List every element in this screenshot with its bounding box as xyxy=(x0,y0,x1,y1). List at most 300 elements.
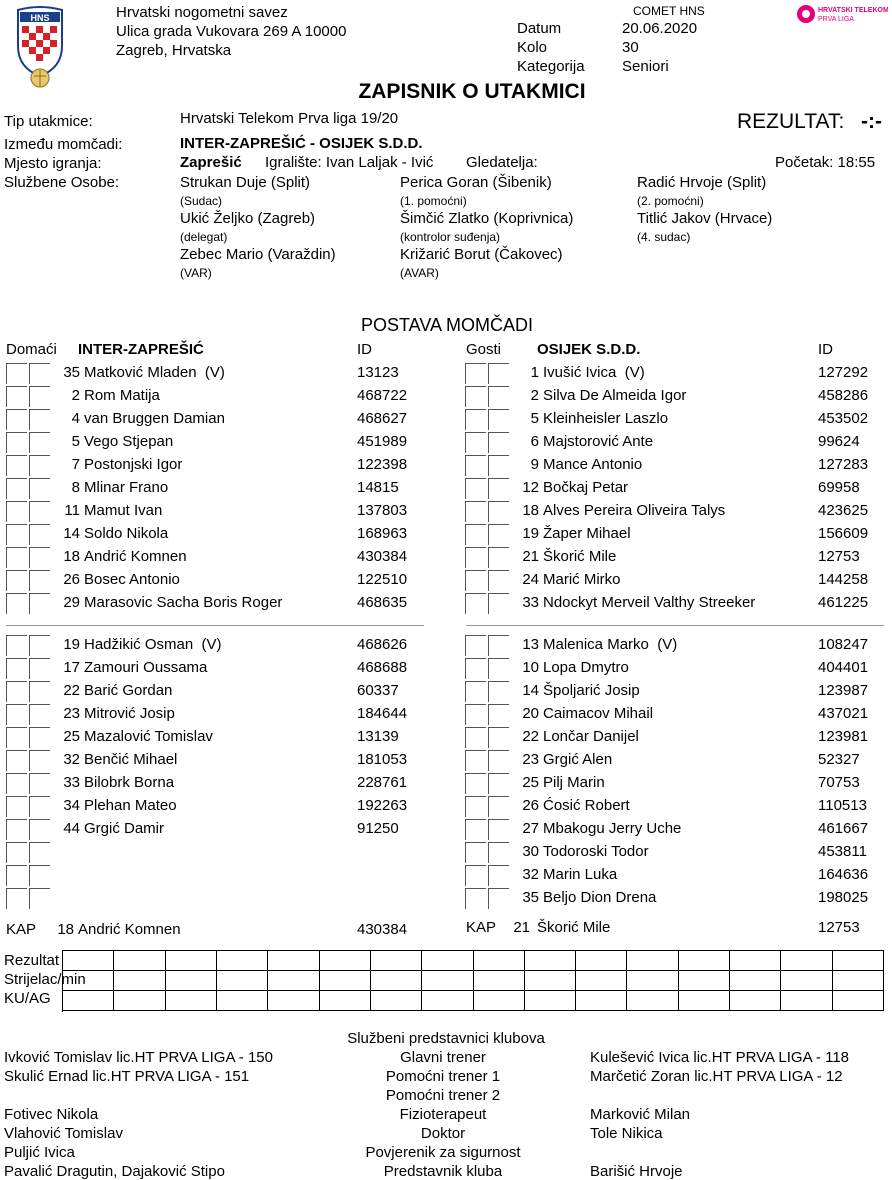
home-divider xyxy=(6,625,424,626)
org-city: Zagreb, Hrvatska xyxy=(116,42,232,59)
checkbox-sub[interactable] xyxy=(29,796,50,817)
player-row xyxy=(6,478,437,501)
player-name-cell xyxy=(84,682,172,699)
player-id: 198025 xyxy=(818,889,869,906)
player-id: 468627 xyxy=(357,410,408,427)
checkbox-starter[interactable] xyxy=(465,750,486,771)
player-name-cell xyxy=(543,525,631,542)
player-id: 123987 xyxy=(818,682,869,699)
checkbox-starter[interactable] xyxy=(465,593,486,614)
checkbox-starter[interactable] xyxy=(465,773,486,794)
checkbox-starter[interactable] xyxy=(6,796,27,817)
checkbox-sub[interactable] xyxy=(488,750,509,771)
player-name: Majstorović Ante xyxy=(543,433,654,450)
player-name: Marić Mirko xyxy=(543,571,621,588)
checkbox-starter[interactable] xyxy=(6,570,27,591)
official-name: Zebec Mario (Varaždin) xyxy=(180,246,336,263)
player-id: 13139 xyxy=(357,728,399,745)
grid-cell[interactable] xyxy=(268,991,319,1010)
player-name-cell xyxy=(84,728,213,745)
checkbox-sub[interactable] xyxy=(488,888,509,909)
checkbox-sub[interactable] xyxy=(29,681,50,702)
checkbox-sub[interactable] xyxy=(488,819,509,840)
player-id: 468722 xyxy=(357,387,408,404)
player-id: 156609 xyxy=(818,525,869,542)
checkbox-sub[interactable] xyxy=(488,658,509,679)
official-role: (1. pomoćni) xyxy=(400,194,467,208)
player-number: 35 xyxy=(63,364,80,381)
checkbox-sub[interactable] xyxy=(488,681,509,702)
club-reps-title: Službeni predstavnici klubova xyxy=(347,1030,545,1047)
checkbox-starter[interactable] xyxy=(465,819,486,840)
checkbox-sub[interactable] xyxy=(488,593,509,614)
captain-mark: (V) xyxy=(204,364,225,381)
grid-cell[interactable] xyxy=(371,971,422,990)
checkbox-sub[interactable] xyxy=(29,409,50,430)
grid-cell[interactable] xyxy=(525,971,576,990)
checkbox-sub[interactable] xyxy=(29,888,50,909)
player-row xyxy=(6,704,437,727)
rep-home: Ivković Tomislav lic.HT PRVA LIGA - 150 xyxy=(4,1049,273,1066)
grid-cell[interactable] xyxy=(781,991,832,1010)
rep-role: Pomoćni trener 1 xyxy=(385,1068,501,1085)
checkbox-sub[interactable] xyxy=(29,865,50,886)
checkbox-sub[interactable] xyxy=(488,432,509,453)
checkbox-sub[interactable] xyxy=(29,570,50,591)
player-number: 5 xyxy=(71,433,80,450)
checkbox-starter[interactable] xyxy=(465,455,486,476)
kolo-label: Kolo xyxy=(517,39,548,56)
grid-cell[interactable] xyxy=(371,951,422,970)
grid-cell[interactable] xyxy=(422,991,473,1010)
player-row xyxy=(465,386,892,409)
rep-away: Tole Nikica xyxy=(590,1125,663,1142)
player-row xyxy=(465,842,892,865)
player-name-cell xyxy=(84,705,175,722)
postava-title: POSTAVA MOMČADI xyxy=(360,315,534,335)
checkbox-sub[interactable] xyxy=(29,455,50,476)
player-id: 52327 xyxy=(818,751,860,768)
checkbox-starter[interactable] xyxy=(6,478,27,499)
checkbox-starter[interactable] xyxy=(6,819,27,840)
checkbox-starter[interactable] xyxy=(465,888,486,909)
pocetak: Početak: 18:55 xyxy=(775,154,876,171)
rep-role: Povjerenik za sigurnost xyxy=(365,1144,521,1161)
rep-role: Doktor xyxy=(420,1125,466,1142)
checkbox-sub[interactable] xyxy=(488,570,509,591)
grid-cell[interactable] xyxy=(422,971,473,990)
player-number: 12 xyxy=(522,479,539,496)
away-divider xyxy=(466,625,884,626)
player-number: 14 xyxy=(63,525,80,542)
grid-cell[interactable] xyxy=(525,991,576,1010)
player-name-cell xyxy=(84,571,180,588)
home-kap-number: 18 xyxy=(57,921,74,938)
checkbox-sub[interactable] xyxy=(488,796,509,817)
checkbox-sub[interactable] xyxy=(29,432,50,453)
org-street: Ulica grada Vukovara 269 A 10000 xyxy=(116,23,347,40)
player-number: 32 xyxy=(63,751,80,768)
rep-home: Pavalić Dragutin, Dajaković Stipo xyxy=(4,1163,225,1180)
player-name-cell xyxy=(543,728,639,745)
grid-cell[interactable] xyxy=(166,951,217,970)
izmedu-label: Između momčadi: xyxy=(4,136,123,153)
checkbox-starter[interactable] xyxy=(465,547,486,568)
grid-cell[interactable] xyxy=(576,951,627,970)
player-id: 69958 xyxy=(818,479,860,496)
checkbox-sub[interactable] xyxy=(29,750,50,771)
player-number: 33 xyxy=(63,774,80,791)
player-name: Matković Mladen xyxy=(84,364,197,381)
grid-cell[interactable] xyxy=(576,991,627,1010)
player-row xyxy=(465,501,892,524)
player-name-cell xyxy=(543,636,677,653)
grid-cell[interactable] xyxy=(576,971,627,990)
player-name: Mlinar Frano xyxy=(84,479,169,496)
checkbox-starter[interactable] xyxy=(465,796,486,817)
checkbox-starter[interactable] xyxy=(465,478,486,499)
player-number: 4 xyxy=(71,410,80,427)
player-number: 26 xyxy=(522,797,539,814)
grid-cell[interactable] xyxy=(730,951,781,970)
checkbox-starter[interactable] xyxy=(6,704,27,725)
checkbox-starter[interactable] xyxy=(465,524,486,545)
grid-cell[interactable] xyxy=(781,951,832,970)
player-number: 33 xyxy=(522,594,539,611)
checkbox-starter[interactable] xyxy=(465,681,486,702)
checkbox-sub[interactable] xyxy=(29,842,50,863)
checkbox-sub[interactable] xyxy=(29,593,50,614)
checkbox-starter[interactable] xyxy=(6,635,27,656)
player-number: 22 xyxy=(522,728,539,745)
player-name: Vego Stjepan xyxy=(84,433,174,450)
player-number: 17 xyxy=(63,659,80,676)
checkbox-sub[interactable] xyxy=(488,386,509,407)
grid-row xyxy=(63,951,884,971)
player-id: 164636 xyxy=(818,866,869,883)
player-id: 453811 xyxy=(818,843,867,860)
player-name-cell xyxy=(543,548,616,565)
away-team-name: OSIJEK S.D.D. xyxy=(537,341,641,358)
checkbox-sub[interactable] xyxy=(488,409,509,430)
checkbox-starter[interactable] xyxy=(6,750,27,771)
player-row xyxy=(6,455,437,478)
grid-cell[interactable] xyxy=(217,951,268,970)
grid-cell[interactable] xyxy=(217,971,268,990)
official-name: Radić Hrvoje (Split) xyxy=(637,174,767,191)
checkbox-starter[interactable] xyxy=(465,501,486,522)
igraliste: Igralište: Ivan Laljak - Ivić xyxy=(265,154,434,171)
rep-away: Kulešević Ivica lic.HT PRVA LIGA - 118 xyxy=(590,1049,849,1066)
player-name-cell xyxy=(84,797,177,814)
grid-cell[interactable] xyxy=(627,951,678,970)
checkbox-starter[interactable] xyxy=(6,681,27,702)
grid-cell[interactable] xyxy=(679,971,730,990)
player-name-cell xyxy=(543,682,640,699)
home-kap-id: 430384 xyxy=(357,921,408,938)
player-name-cell xyxy=(84,479,168,496)
player-name-cell xyxy=(543,820,681,837)
checkbox-sub[interactable] xyxy=(488,865,509,886)
checkbox-sub[interactable] xyxy=(488,524,509,545)
player-row xyxy=(465,432,892,455)
player-id: 468688 xyxy=(357,659,408,676)
checkbox-sub[interactable] xyxy=(488,773,509,794)
grid-cell[interactable] xyxy=(627,991,678,1010)
official-name: Titlić Jakov (Hrvace) xyxy=(637,210,773,227)
grid-cell[interactable] xyxy=(730,991,781,1010)
player-row xyxy=(465,478,892,501)
player-name: Bosec Antonio xyxy=(84,571,180,588)
checkbox-starter[interactable] xyxy=(465,842,486,863)
rep-home: Skulić Ernad lic.HT PRVA LIGA - 151 xyxy=(4,1068,250,1085)
checkbox-sub[interactable] xyxy=(488,547,509,568)
checkbox-starter[interactable] xyxy=(6,773,27,794)
checkbox-sub[interactable] xyxy=(29,658,50,679)
player-name: Barić Gordan xyxy=(84,682,173,699)
player-name-cell xyxy=(543,889,656,906)
svg-text:HNS: HNS xyxy=(30,13,50,23)
checkbox-starter[interactable] xyxy=(465,635,486,656)
grid-cell[interactable] xyxy=(474,991,525,1010)
grid-cell[interactable] xyxy=(474,971,525,990)
grid-cell[interactable] xyxy=(217,991,268,1010)
checkbox-sub[interactable] xyxy=(29,635,50,656)
grid-cell[interactable] xyxy=(268,971,319,990)
player-name-cell xyxy=(543,502,725,519)
grid-cell[interactable] xyxy=(730,971,781,990)
player-name-cell xyxy=(84,659,207,676)
player-name: Grgić Alen xyxy=(543,751,613,768)
player-name: Todoroski Todor xyxy=(543,843,649,860)
grid-cell[interactable] xyxy=(166,991,217,1010)
grid-cell[interactable] xyxy=(114,991,165,1010)
player-name-cell xyxy=(84,456,182,473)
checkbox-starter[interactable] xyxy=(465,865,486,886)
checkbox-starter[interactable] xyxy=(6,524,27,545)
grid-cell[interactable] xyxy=(679,951,730,970)
player-number: 10 xyxy=(522,659,539,676)
checkbox-starter[interactable] xyxy=(465,409,486,430)
player-row xyxy=(6,865,437,888)
grid-cell[interactable] xyxy=(833,971,884,990)
player-number: 30 xyxy=(522,843,539,860)
grid-cell[interactable] xyxy=(268,951,319,970)
official-role: (AVAR) xyxy=(400,266,439,280)
official-role: (Sudac) xyxy=(180,194,223,208)
player-number: 27 xyxy=(522,820,539,837)
checkbox-sub[interactable] xyxy=(488,455,509,476)
checkbox-sub[interactable] xyxy=(488,842,509,863)
org-name: Hrvatski nogometni savez xyxy=(116,4,288,21)
grid-cell[interactable] xyxy=(320,971,371,990)
grid-cell[interactable] xyxy=(627,971,678,990)
checkbox-sub[interactable] xyxy=(29,363,50,384)
checkbox-sub[interactable] xyxy=(488,727,509,748)
player-id: 108247 xyxy=(818,636,869,653)
checkbox-starter[interactable] xyxy=(6,727,27,748)
player-row xyxy=(6,432,437,455)
checkbox-sub[interactable] xyxy=(29,386,50,407)
player-row xyxy=(465,363,892,386)
player-id: 91250 xyxy=(357,820,399,837)
checkbox-starter[interactable] xyxy=(465,386,486,407)
grid-cell[interactable] xyxy=(525,951,576,970)
player-id: 168963 xyxy=(357,525,408,542)
player-number: 21 xyxy=(522,548,539,565)
grid-cell[interactable] xyxy=(679,991,730,1010)
player-row xyxy=(6,727,437,750)
player-name-cell xyxy=(543,387,686,404)
player-number: 23 xyxy=(63,705,80,722)
player-number: 24 xyxy=(522,571,539,588)
player-number: 18 xyxy=(63,548,80,565)
grid-cell[interactable] xyxy=(371,991,422,1010)
player-number: 13 xyxy=(522,636,539,653)
player-id: 70753 xyxy=(818,774,860,791)
checkbox-starter[interactable] xyxy=(465,658,486,679)
grid-row xyxy=(63,991,884,1011)
player-name: Mamut Ivan xyxy=(84,502,163,519)
player-name: Plehan Mateo xyxy=(84,797,177,814)
grid-cell[interactable] xyxy=(114,971,165,990)
official-name: Strukan Duje (Split) xyxy=(180,174,311,191)
grid-cell[interactable] xyxy=(114,951,165,970)
datum-value: 20.06.2020 xyxy=(622,20,698,37)
player-name: Marasovic Sacha Boris Roger xyxy=(84,594,283,611)
player-name: Benčić Mihael xyxy=(84,751,178,768)
player-number: 23 xyxy=(522,751,539,768)
player-number: 26 xyxy=(63,571,80,588)
player-name: Žaper Mihael xyxy=(543,525,631,542)
checkbox-starter[interactable] xyxy=(6,593,27,614)
grid-strijelac-label: Strijelac/min xyxy=(4,971,86,988)
checkbox-sub[interactable] xyxy=(29,501,50,522)
checkbox-sub[interactable] xyxy=(29,524,50,545)
player-name-cell xyxy=(84,525,168,542)
player-row xyxy=(6,547,437,570)
grid-cell[interactable] xyxy=(833,991,884,1010)
player-name: Andrić Komnen xyxy=(84,548,187,565)
player-name: Rom Matija xyxy=(84,387,160,404)
checkbox-starter[interactable] xyxy=(6,409,27,430)
grid-cell[interactable] xyxy=(833,951,884,970)
player-row xyxy=(465,681,892,704)
checkbox-starter[interactable] xyxy=(6,865,27,886)
checkbox-starter[interactable] xyxy=(6,363,27,384)
player-name: Lopa Dmytro xyxy=(543,659,629,676)
player-name-cell xyxy=(543,843,649,860)
player-number: 18 xyxy=(522,502,539,519)
checkbox-starter[interactable] xyxy=(6,547,27,568)
checkbox-sub[interactable] xyxy=(29,819,50,840)
checkbox-starter[interactable] xyxy=(465,432,486,453)
grid-row xyxy=(63,971,884,991)
checkbox-starter[interactable] xyxy=(6,455,27,476)
grid-cell[interactable] xyxy=(781,971,832,990)
checkbox-sub[interactable] xyxy=(29,773,50,794)
player-name: Zamouri Oussama xyxy=(84,659,208,676)
page-title: ZAPISNIK O UTAKMICI xyxy=(358,80,586,103)
checkbox-sub[interactable] xyxy=(488,635,509,656)
grid-cell[interactable] xyxy=(474,951,525,970)
player-number: 25 xyxy=(63,728,80,745)
player-name-cell xyxy=(543,705,653,722)
checkbox-starter[interactable] xyxy=(6,432,27,453)
checkbox-starter[interactable] xyxy=(465,363,486,384)
checkbox-starter[interactable] xyxy=(465,704,486,725)
player-row xyxy=(6,635,437,658)
player-row xyxy=(6,681,437,704)
player-row xyxy=(465,570,892,593)
izmedu-value: INTER-ZAPREŠIĆ - OSIJEK S.D.D. xyxy=(180,135,423,152)
player-id: 458286 xyxy=(818,387,869,404)
player-name-cell xyxy=(84,433,173,450)
checkbox-sub[interactable] xyxy=(29,478,50,499)
grid-cell[interactable] xyxy=(63,951,114,970)
player-number: 14 xyxy=(522,682,539,699)
kategorija-label: Kategorija xyxy=(517,58,585,75)
checkbox-sub[interactable] xyxy=(488,478,509,499)
grid-cell[interactable] xyxy=(166,971,217,990)
checkbox-starter[interactable] xyxy=(6,842,27,863)
away-kap-name: Škorić Mile xyxy=(537,919,611,936)
player-number: 11 xyxy=(64,502,80,519)
player-name-cell xyxy=(84,502,162,519)
checkbox-starter[interactable] xyxy=(6,386,27,407)
checkbox-starter[interactable] xyxy=(465,727,486,748)
grid-cell[interactable] xyxy=(63,991,114,1010)
official-name: Perica Goran (Šibenik) xyxy=(400,174,552,191)
checkbox-sub[interactable] xyxy=(488,704,509,725)
player-name-cell xyxy=(543,774,605,791)
official-role: (kontrolor suđenja) xyxy=(400,230,501,244)
kolo-value: 30 xyxy=(622,39,639,56)
player-id: 127292 xyxy=(818,364,869,381)
grid-cell[interactable] xyxy=(63,971,114,990)
checkbox-starter[interactable] xyxy=(6,501,27,522)
player-name-cell xyxy=(84,548,187,565)
captain-mark: (V) xyxy=(624,364,645,381)
grid-cell[interactable] xyxy=(320,951,371,970)
checkbox-starter[interactable] xyxy=(6,658,27,679)
player-number: 35 xyxy=(522,889,539,906)
checkbox-sub[interactable] xyxy=(488,363,509,384)
rep-role: Predstavnik kluba xyxy=(383,1163,503,1180)
player-id: 60337 xyxy=(357,682,399,699)
checkbox-sub[interactable] xyxy=(29,727,50,748)
player-id: 423625 xyxy=(818,502,869,519)
player-id: 110513 xyxy=(818,797,867,814)
checkbox-sub[interactable] xyxy=(488,501,509,522)
grid-cell[interactable] xyxy=(320,991,371,1010)
grid-cell[interactable] xyxy=(422,951,473,970)
checkbox-sub[interactable] xyxy=(29,547,50,568)
checkbox-sub[interactable] xyxy=(29,704,50,725)
player-number: 29 xyxy=(63,594,80,611)
checkbox-starter[interactable] xyxy=(465,570,486,591)
player-name: Škorić Mile xyxy=(543,548,617,565)
rep-role: Glavni trener xyxy=(400,1049,486,1066)
player-name: Mbakogu Jerry Uche xyxy=(543,820,682,837)
player-name-cell xyxy=(84,364,225,381)
checkbox-starter[interactable] xyxy=(6,888,27,909)
player-id: 453502 xyxy=(818,410,869,427)
logo-text-line1: HRVATSKI TELEKOM xyxy=(818,7,888,14)
captain-mark: (V) xyxy=(657,636,678,653)
player-number: 5 xyxy=(530,410,539,427)
player-name: Mance Antonio xyxy=(543,456,643,473)
